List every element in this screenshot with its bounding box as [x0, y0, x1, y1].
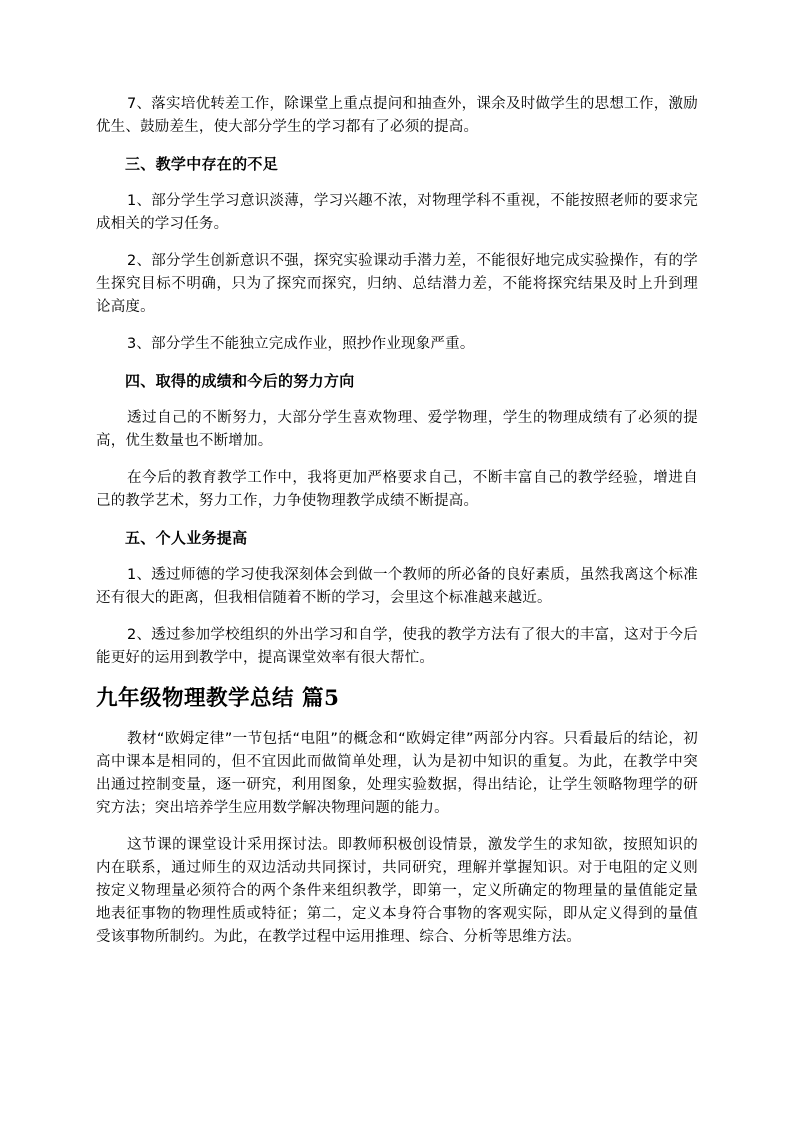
paragraph-shortcoming-2: 2、部分学生创新意识不强，探究实验课动手潜力差，不能很好地完成实验操作，有的学生探究目标不明确，只为了探究而探究，归纳、总结潜力差，不能将探究结果及时上升到理论高度。	[96, 253, 698, 315]
paragraph-achievement-2: 在今后的教育教学工作中，我将更加严格要求自己，不断丰富自己的教学经验，增进自己的教学艺术，努力工作，力争使物理教学成绩不断提高。	[96, 470, 698, 509]
paragraph-part5-1: 教材“欧姆定律”一节包括“电阻”的概念和“欧姆定律”两部分内容。只看最后的结论，初高中课本是相同的，但不宜因此而做简单处理，认为是初中知识的重复。为此，在教学中突出通过控制变量，逐一研究，利用图象，处理实验数据，得出结论，让学生领略物理学的研究方法；突出培养学生应用数学解决物理问题的能力。	[96, 731, 698, 816]
paragraph-growth-2: 2、透过参加学校组织的外出学习和自学，使我的教学方法有了很大的丰富，这对于今后能更好的运用到教学中，提高课堂效率有很大帮忙。	[96, 627, 698, 666]
paragraph-shortcoming-3: 3、部分学生不能独立完成作业，照抄作业现象严重。	[127, 336, 475, 352]
section-heading-shortcomings: 三、教学中存在的不足	[125, 155, 279, 173]
section-heading-professional-growth: 五、个人业务提高	[125, 529, 248, 547]
paragraph-item-7: 7、落实培优转差工作，除课堂上重点提问和抽查外，课余及时做学生的思想工作，激励优生、鼓励差生，使大部分学生的学习都有了必须的提高。	[96, 96, 698, 135]
paragraph-part5-2: 这节课的课堂设计采用探讨法。即教师积极创设情景，激发学生的求知欲，按照知识的内在联系，通过师生的双边活动共同探讨，共同研究，理解并掌握知识。对于电阻的定义则按定义物理量必须符合的两个条件来组织教学，即第一，定义所确定的物理量的量值能定量地表征事物的物理性质或特征；第二，定义本身符合事物的客观实际，即从定义得到的量值受该事物所制约。为此，在教学过程中运用推理、综合、分析等思维方法。	[96, 837, 698, 945]
paragraph-growth-1: 1、透过师德的学习使我深刻体会到做一个教师的所必备的良好素质，虽然我离这个标准还有很大的距离，但我相信随着不断的学习，会里这个标准越来越近。	[96, 567, 698, 606]
paragraph-achievement-1: 透过自己的不断努力，大部分学生喜欢物理、爱学物理，学生的物理成绩有了必须的提高，优生数量也不断增加。	[96, 410, 698, 449]
paragraph-shortcoming-1: 1、部分学生学习意识淡薄，学习兴趣不浓，对物理学科不重视，不能按照老师的要求完成相关的学习任务。	[96, 193, 698, 232]
section-heading-achievements: 四、取得的成绩和今后的努力方向	[125, 372, 355, 390]
article-title-part-5: 九年级物理教学总结 篇5	[96, 686, 340, 711]
